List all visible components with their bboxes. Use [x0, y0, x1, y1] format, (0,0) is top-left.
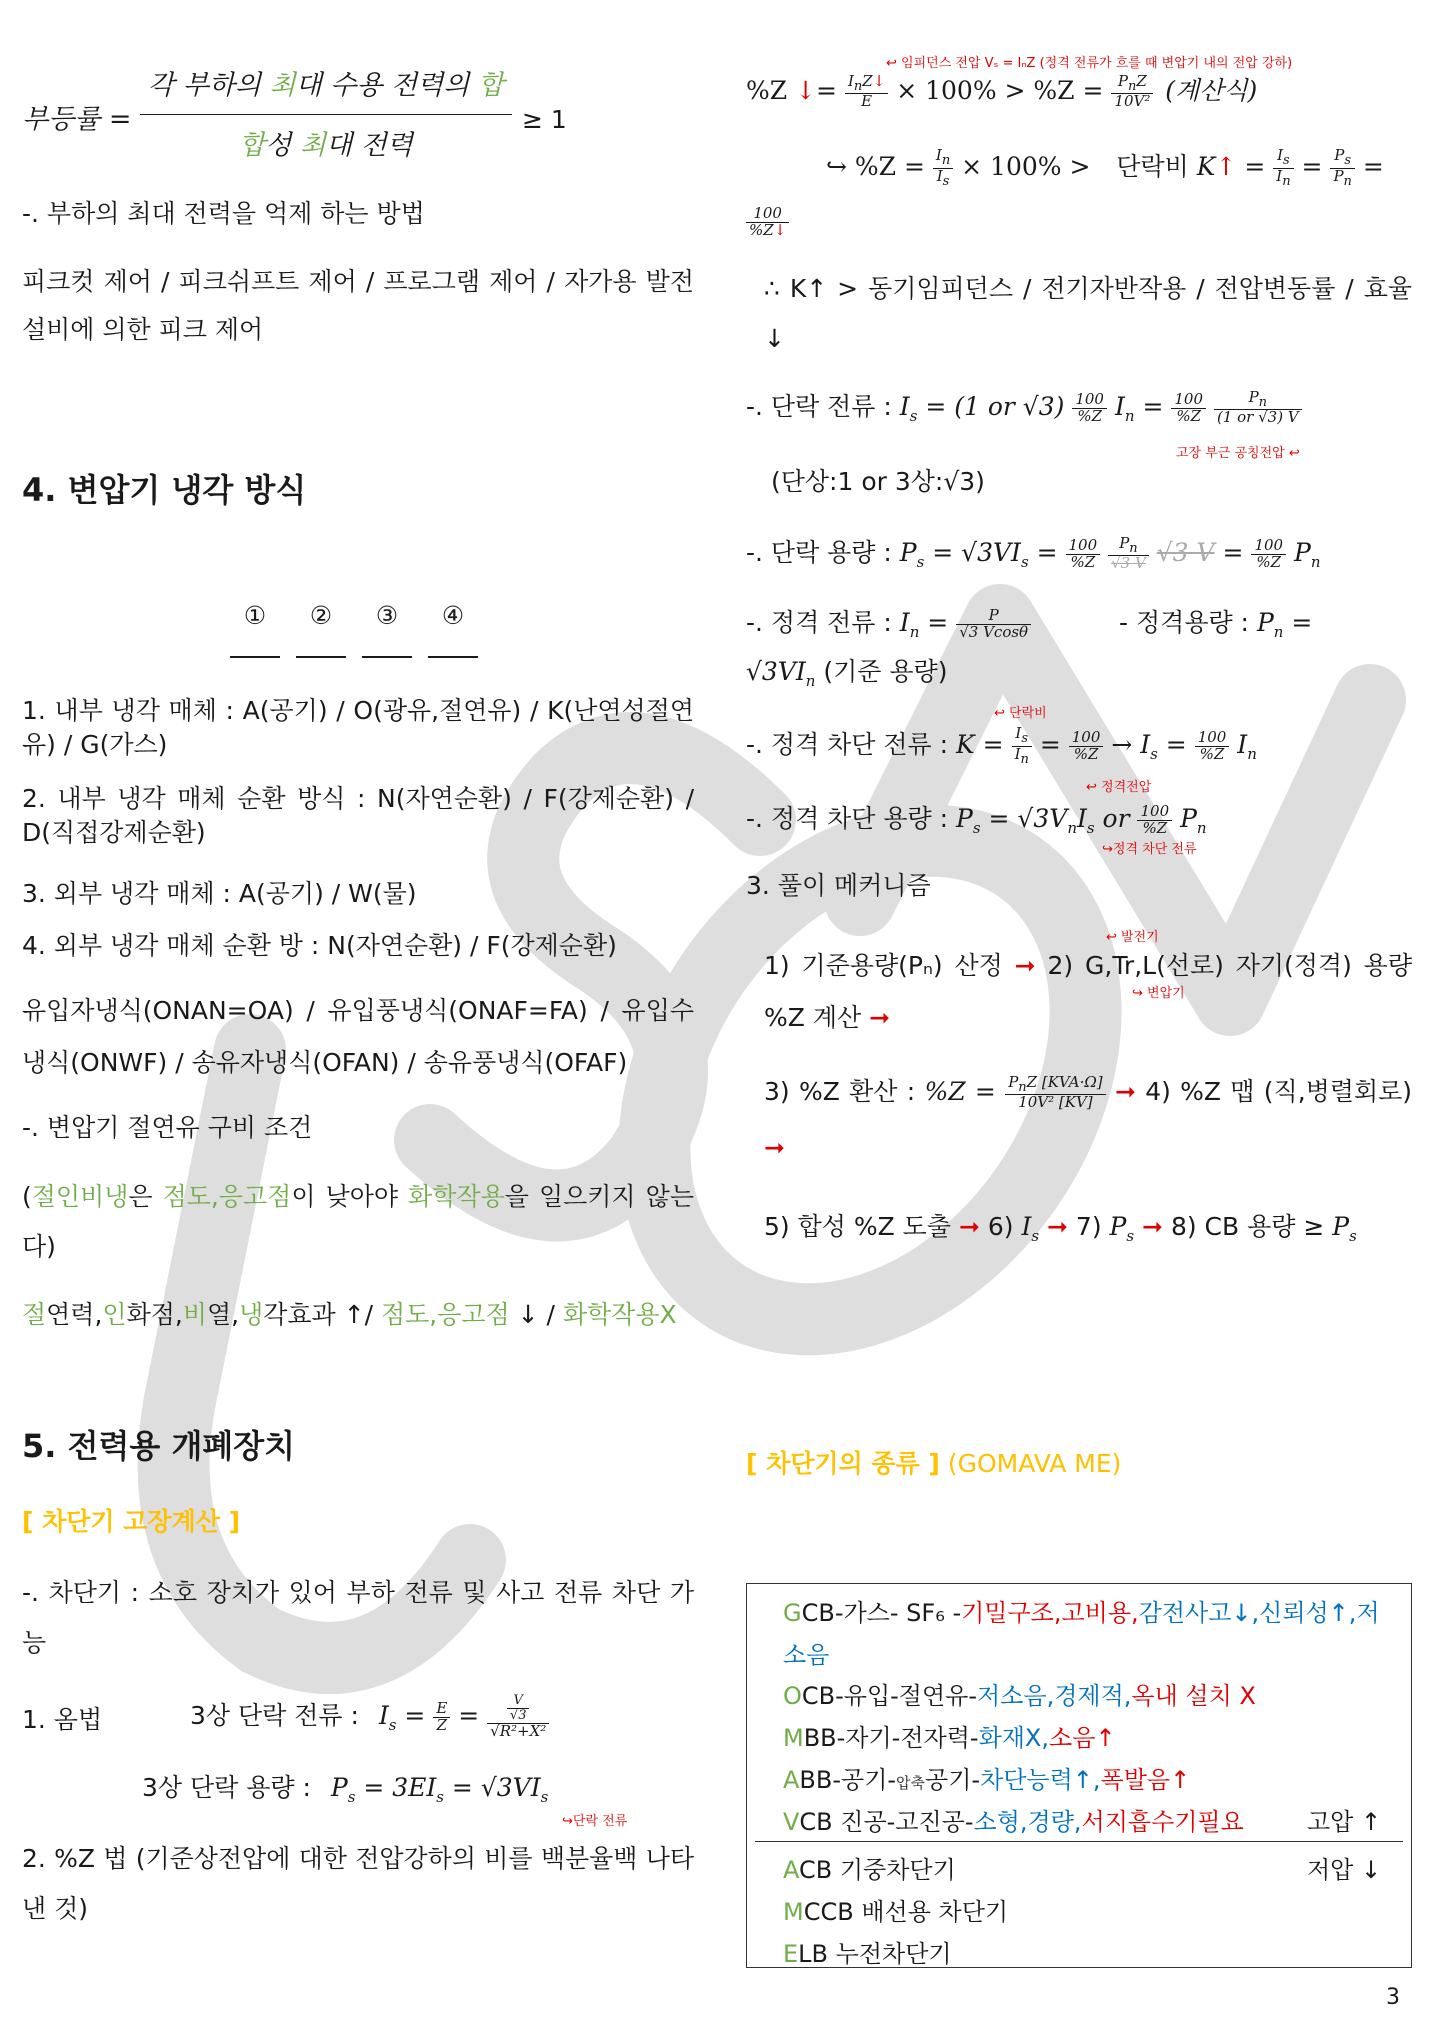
ohm-note: ↪단락 전류 [562, 1814, 628, 1829]
peak-title: -. 부하의 최대 전력을 억제 하는 방법 [22, 199, 425, 228]
short-circuit-ratio-formula: ↪ %Z = $\frac{I_n}{I_s}$ × 100% > 단락비 K↑ = $\frac{I_s}{I_n}$ = $\frac{P_s}{P_n}$ = [826, 145, 1384, 189]
short-ratio-label: 단락비 [1116, 152, 1189, 181]
generator-note: ↩ 발전기 [1106, 930, 1159, 945]
formula-denominator: 합성 최대 전력 [239, 130, 413, 161]
mechanism-steps-1-2: 1) 기준용량(Pₙ) 산정 ➞ 2) G,Tr,L(선로) 자기(정격) 용량 %Z 계산 ➞ [764, 951, 1412, 1032]
ohm-method-label: 1. 옴법 [22, 1705, 103, 1734]
calc-label: (계산식) [1165, 76, 1258, 105]
rated-break-capacity-formula: -. 정격 차단 용량 : $P_s = √3V_nI_s$ or $\frac{100}{\%Z}$ $P_n$ [746, 801, 1207, 837]
ohm-short-current: 3상 단락 전류 : $I_s$ = $\frac{E}{Z}$ = $\frac{\frac{V}{√3}}{\text{√R²+X²}}$ [190, 1686, 549, 1755]
breaker-elb: ELB 누전차단기 [783, 1940, 952, 1968]
high-voltage-tag: 고압 ↑ [1307, 1808, 1382, 1836]
rated-voltage-note: ↩ 정격전압 [1086, 780, 1152, 795]
position-2: ② [309, 601, 333, 630]
mechanism-title: 3. 풀이 메커니즘 [746, 871, 931, 900]
cooling-item-1: 1. 내부 냉각 매체 : A(공기) / O(광유,절연유) / K(난연성절연유) / G(가스) [22, 696, 694, 759]
position-1: ① [243, 601, 267, 630]
fault-calc-title: [ 차단기 고장계산 ] [22, 1507, 241, 1536]
cooling-item-3: 3. 외부 냉각 매체 : A(공기) / W(물) [22, 879, 417, 908]
demand-factor-formula [22, 58, 567, 178]
breaker-definition: -. 차단기 : 소호 장치가 있어 부하 전류 및 사고 전류 차단 가능 [22, 1578, 694, 1657]
position-3: ③ [375, 601, 399, 630]
low-voltage-tag: 저압 ↓ [1307, 1856, 1382, 1884]
breaker-ocb: OCB-유입-절연유-저소음,경제적,옥내 설치 X [783, 1682, 1256, 1710]
mechanism-steps-5-8: 5) 합성 %Z 도출 ➞ 6) $I_s$ ➞ 7) $P_s$ ➞ 8) CB 용량 ≥ $P_s$ [764, 1212, 1357, 1245]
cooling-code-blanks [222, 640, 486, 660]
short-capacity-formula: -. 단락 용량 : $P_s = √3VI_s$ = $\frac{100}{\%Z}$ $\frac{P_n}{√3 V}$ √3 V = $\frac{100}{\%Z}$ $P_n$ [746, 533, 1321, 573]
rated-capacity-tail: $√3VI_n$ (기준 용량) [746, 657, 948, 690]
section-4-title: 4. 변압기 냉각 방식 [22, 471, 307, 509]
oil-properties: 절연력,인화점,비열,냉각효과 ↑/ 점도,응고점 ↓ / 화학작용X [22, 1300, 677, 1329]
cooling-code-positions [222, 592, 486, 640]
transformer-note: ↪ 변압기 [1132, 986, 1185, 1001]
phase-note: (단상:1 or 3상:√3) [771, 467, 985, 496]
short-ratio-tail: $\frac{100}{\%Z↓}$ [746, 192, 789, 250]
oil-title: -. 변압기 절연유 구비 조건 [22, 1113, 313, 1142]
breaker-types-subtitle: (GOMAVA ME) [947, 1449, 1122, 1478]
breaker-gcb: GCB-가스- SF₆ -기밀구조,고비용,감전사고↓,신뢰성↑,저소음 [783, 1599, 1380, 1669]
rated-break-current-formula: -. 정격 차단 전류 : K = $\frac{I_s}{I_n}$ = $\frac{100}{\%Z}$ → $I_s$ = $\frac{100}{\%Z}$ $I_n$ [746, 723, 1257, 767]
cooling-item-2: 2. 내부 냉각 매체 순환 방식 : N(자연순환) / F(강제순환) / D(직접강제순환) [22, 784, 694, 847]
section-5-title: 5. 전력용 개폐장치 [22, 1427, 296, 1465]
cooling-item-4: 4. 외부 냉각 매체 순환 방 : N(자연순환) / F(강제순환) [22, 931, 617, 960]
oil-condition: (절인비냉은 점도,응고점이 낮아야 화학작용을 일으키지 않는다) [22, 1182, 694, 1261]
short-ratio-note: ↩ 단락비 [994, 706, 1047, 721]
pctz-method-description: 2. %Z 법 (기준상전압에 대한 전압강하의 비를 백분율백 나타낸 것) [22, 1844, 694, 1923]
breaker-acb: ACB 기중차단기 [783, 1856, 956, 1884]
fault-voltage-note: 고장 부근 공칭전압 ↩ [1176, 446, 1300, 461]
breaker-mbb: MBB-자기-전자력-화재X,소음↑ [783, 1724, 1116, 1752]
impedance-voltage-note: ↩ 임피던스 전압 Vₛ = IₙZ (정격 전류가 흐를 때 변압기 내의 전압 강하) [886, 56, 1293, 71]
formula-lhs: 부등률 = [22, 104, 132, 135]
rated-current-formula: -. 정격 전류 : $I_n$ = $\frac{P}{√3 Vcos\theta}$ - 정격용량 : $P_n$ = [746, 605, 1313, 641]
cooling-types: 유입자냉식(ONAN=OA) / 유입풍냉식(ONAF=FA) / 유입수냉식(ONWF) / 송유자냉식(OFAN) / 송유풍냉식(OFAF) [22, 996, 694, 1077]
mechanism-steps-3-4: 3) %Z 환산 : %Z = $\frac{P_nZ [KVA\cdot\Omega]}{\text{10V² [KV]}}$ ➞ 4) %Z 맵 (직,병렬회로) ➞ [764, 1072, 1413, 1162]
breaker-types-heading [746, 1440, 1121, 1488]
formula-numerator: 각 부하의 최대 수용 전력의 합 [140, 58, 512, 115]
position-4: ④ [441, 601, 465, 630]
ohm-short-capacity: 3상 단락 용량 : $P_s = 3EI_s = √3VI_s$ [142, 1773, 549, 1806]
formula-rhs: ≥ 1 [522, 105, 567, 134]
breaker-vcb: VCB 진공-고진공-소형,경량,서지흡수기필요 [783, 1808, 1244, 1836]
rated-break-current-note: ↪정격 차단 전류 [1102, 842, 1197, 857]
breaker-abb: ABB-공기-압축공기-차단능력↑,폭발음↑ [783, 1766, 1191, 1794]
peak-methods: 피크컷 제어 / 피크쉬프트 제어 / 프로그램 제어 / 자가용 발전설비에 의한 피크 제어 [22, 267, 694, 344]
page-number: 3 [1386, 1985, 1400, 2010]
breaker-types-title: [ 차단기의 종류 ] [746, 1449, 940, 1478]
breaker-mccb: MCCB 배선용 차단기 [783, 1898, 1009, 1926]
pctz-formula: %Z ↓= $\frac{I_nZ↓}{E}$ × 100% > %Z = $\frac{P_nZ}{\text{10V²}}$ (계산식) [746, 71, 1258, 111]
short-ratio-relation: ∴ K↑ > 동기임피던스 / 전기자반작용 / 전압변동률 / 효율↓ [764, 274, 1412, 353]
short-current-formula: -. 단락 전류 : $I_s = (1$ or √3) $\frac{100}{\%Z}$ $I_n$ = $\frac{100}{\%Z}$ $\frac{P_n}{(1 or √3) V}$ [746, 378, 1302, 445]
breaker-types-box [746, 1583, 1412, 1968]
breaker-divider [755, 1841, 1403, 1842]
